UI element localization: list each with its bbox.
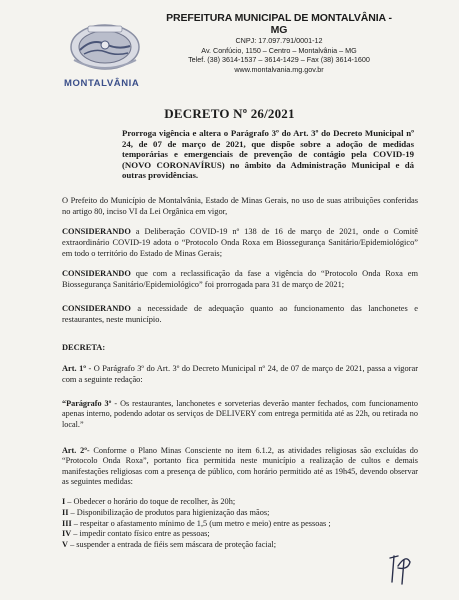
website-line: www.montalvania.mg.gov.br <box>234 64 324 74</box>
phone-line: Telef. (38) 3614-1537 – 3614-1429 – Fax (38) 3614-1600 <box>188 55 370 65</box>
letterhead <box>164 12 394 74</box>
considerando-2 <box>62 269 418 291</box>
article-2-text: - Conforme o Plano Minas Consciente no item 6.1.2, as atividades religiosas são excluídas do “Protocolo Onda Roxa”, portanto fica permitida neste município a realização de cultos e demais manifestações religiosas com a presença de público, com horário permitido até as 19h45, devendo observar as seguintes medidas: <box>62 446 418 487</box>
item-text: – Obedecer o horário do toque de recolher, às 20h; <box>65 497 236 506</box>
item-number: II <box>62 507 69 517</box>
list-item <box>62 497 418 508</box>
considerando-1 <box>62 227 418 259</box>
item-number: III <box>62 518 72 528</box>
list-item <box>62 519 418 530</box>
paragraph-3-label: “Parágrafo 3º <box>62 399 112 408</box>
considerando-2-text: que com a reclassificação da fase a vigência do “Protocolo Onda Roxa em Biossegurança Sanitário/Epidemiológico” foi prorrogada para 31 de março de 2021; <box>62 269 418 289</box>
item-number: V <box>62 540 68 550</box>
municipal-logo <box>56 16 166 89</box>
item-number: I <box>62 497 66 506</box>
municipal-emblem-icon <box>66 20 144 72</box>
address-line: Av. Confúcio, 1150 – Centro – Montalvânia – MG <box>201 45 357 55</box>
handwritten-initials-icon <box>384 548 416 588</box>
considerando-1-text: a Deliberação COVID-19 nº 138 de 16 de março de 2021, onde o Comitê extraordinário COVID-19 adota o “Protocolo Onda Roxa em Biossegurança Sanitário/Epidemiológico” em todo o território do Estado de Minas Gerais; <box>62 227 418 258</box>
considerando-3-text: a necessidade de adequação quanto ao funcionamento das lanchonetes e restaurantes, neste município. <box>62 304 418 324</box>
article-1-label: Art. 1º <box>62 364 87 373</box>
list-item <box>62 540 418 551</box>
considerando-3 <box>62 304 418 326</box>
decree-summary: Prorroga vigência e altera o Parágrafo 3º do Art. 3º do Decreto Municipal nº 24, de 07 de março de 2021, que dispõe sobre a adoção de medidas temporárias e emergenciais de prevenção de contágio pela COVID-19 (NOVO CORONAVÍRUS) no âmbito da Administração Municipal e dá outras providências. <box>122 128 414 181</box>
intro-paragraph: O Prefeito do Município de Montalvânia, Estado de Minas Gerais, no uso de suas atribuições conferidas no artigo 80, inciso VI da Lei Orgânica em vigor, <box>62 196 418 216</box>
item-text: – Disponibilização de produtos para higienização das mãos; <box>68 507 270 517</box>
logo-wordmark: MONTALVÂNIA <box>64 78 140 89</box>
item-text: – impedir contato físico entre as pessoas; <box>71 529 210 539</box>
list-item <box>62 529 418 540</box>
paragraph-3-quote <box>62 399 418 430</box>
considerando-label: CONSIDERANDO <box>62 227 131 236</box>
article-1-text: - O Parágrafo 3º do Art. 3º do Decreto Municipal nº 24, de 07 de março de 2021, passa a vigorar com a seguinte redação: <box>62 364 418 384</box>
article-2 <box>62 446 418 488</box>
list-item <box>62 508 418 519</box>
decreta-heading: DECRETA: <box>62 343 106 352</box>
cnpj-line: CNPJ: 17.097.791/0001-12 <box>235 36 323 45</box>
article-1 <box>62 364 418 386</box>
item-text: – respeitar o afastamento mínimo de 1,5 (um metro e meio) entre as pessoas ; <box>71 518 331 528</box>
article-2-label: Art. 2º <box>62 446 87 455</box>
organization-name: PREFEITURA MUNICIPAL DE MONTALVÂNIA - MG <box>166 12 392 36</box>
measures-list <box>62 497 418 551</box>
considerando-label: CONSIDERANDO <box>62 304 131 313</box>
decree-title: DECRETO Nº 26/2021 <box>164 106 295 121</box>
considerando-label: CONSIDERANDO <box>62 269 131 278</box>
item-number: IV <box>62 529 72 539</box>
paragraph-3-text: - Os restaurantes, lanchonetes e sorveterias deverão manter fechados, com funcionamento apenas interno, podendo adotar os serviços de DELIVERY com entrega permitida até as 22h, ou retirada no local.” <box>62 399 418 429</box>
item-text: – suspender a entrada de fiéis sem máscara de proteção facial; <box>68 540 277 550</box>
